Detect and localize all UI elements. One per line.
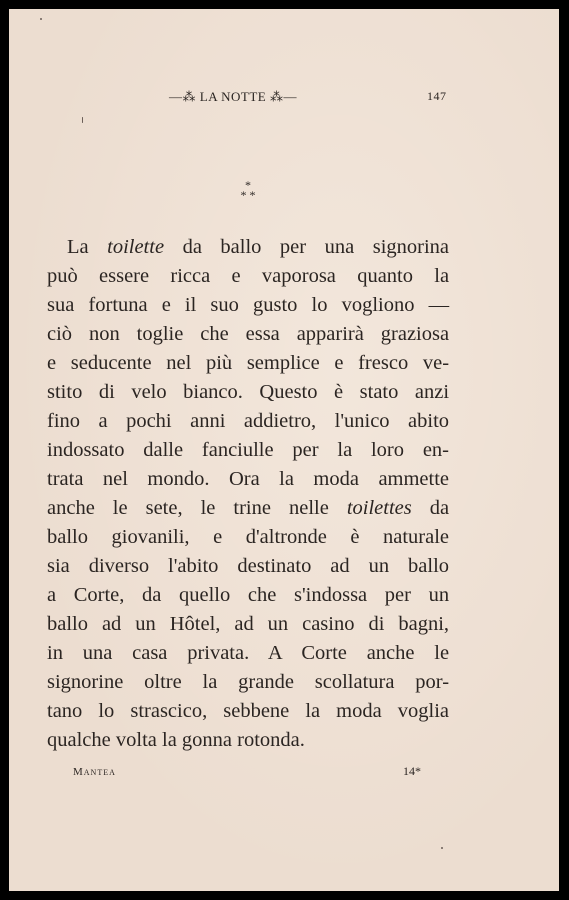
- text-line: ciò non toglie che essa apparirà graziosa: [47, 323, 450, 345]
- asterism-ornament: [228, 180, 268, 210]
- running-title: —⁂ LA NOTTE ⁂—: [169, 89, 297, 104]
- paper-speck: [82, 117, 83, 123]
- text-line: indossato dalle fanciulle per la loro en-: [47, 439, 449, 461]
- text-line: trata nel mondo. Ora la moda ammette: [47, 468, 450, 490]
- text-line: qualche volta la gonna rotonda.: [47, 729, 305, 751]
- running-header: [9, 89, 559, 109]
- text-line: fino a pochi anni addietro, l'unico abito: [47, 410, 450, 432]
- asterism-top: *: [245, 178, 251, 192]
- page-number: 147: [427, 89, 447, 103]
- text-line: stito di velo bianco. Questo è stato anzi: [47, 381, 450, 403]
- paper-speck: [441, 847, 443, 849]
- text-line: anche le sete, le trine nelle toilettes da: [47, 497, 450, 519]
- book-page: [9, 9, 559, 891]
- text-line: signorine oltre la grande scollatura por-: [47, 671, 450, 693]
- text-line: sia diverso l'abito destinato ad un ballo: [47, 555, 450, 577]
- signature-text: Mantea: [73, 766, 116, 778]
- gathering-number: 14*: [403, 764, 421, 778]
- text-line: tano lo strascico, sebbene la moda voglia: [47, 700, 450, 722]
- signature-mark: [73, 766, 116, 778]
- text-line: può essere ricca e vaporosa quanto la: [47, 265, 450, 287]
- text-line: sua fortuna e il suo gusto lo vogliono —: [47, 294, 450, 316]
- paper-speck: [40, 18, 42, 20]
- text-line: e seducente nel più semplice e fresco ve-: [47, 352, 450, 374]
- text-line: La toilette da ballo per una signorina: [67, 236, 450, 258]
- asterism-bottom: * *: [240, 188, 256, 202]
- body-paragraph: [47, 233, 449, 755]
- text-line: ballo giovanili, e d'altronde è naturale: [47, 526, 450, 548]
- text-line: a Corte, da quello che s'indossa per un: [47, 584, 450, 606]
- text-line: ballo ad un Hôtel, ad un casino di bagni,: [47, 613, 450, 635]
- text-line: in una casa privata. A Corte anche le: [47, 642, 450, 664]
